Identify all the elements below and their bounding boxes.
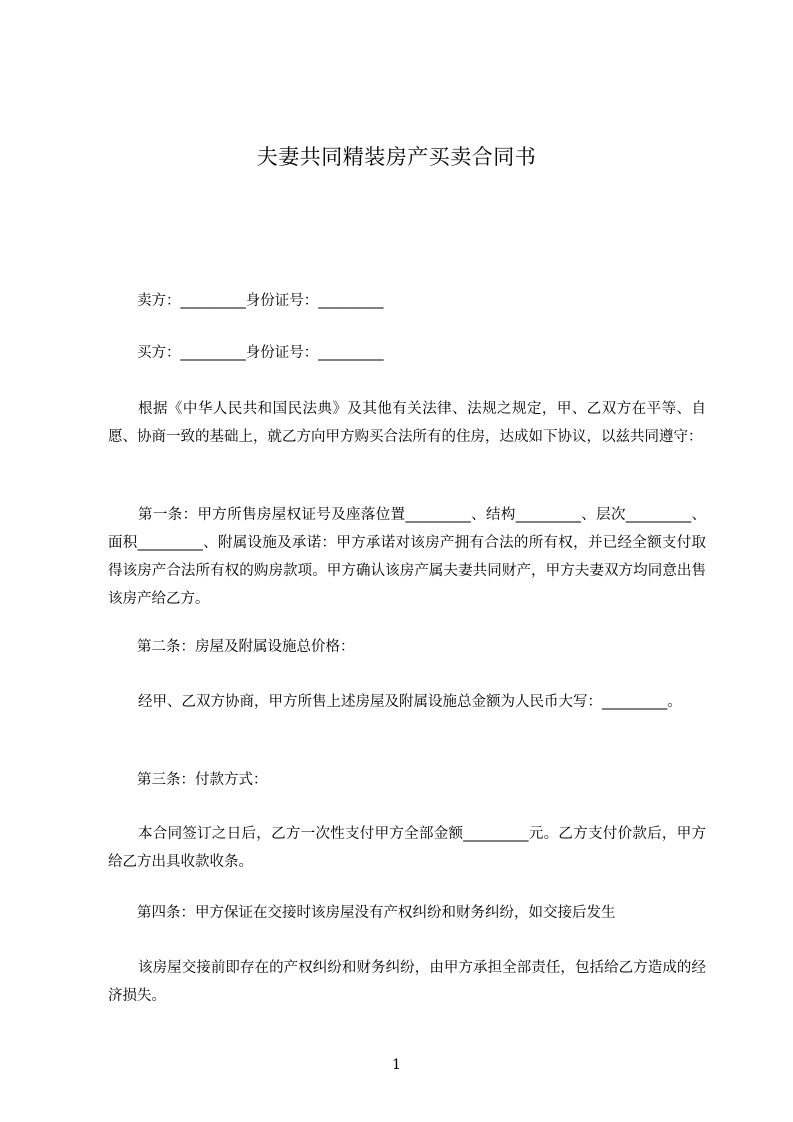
page-number: 1 xyxy=(392,1057,401,1073)
article-3-body: 本合同签订之日后，乙方一次性支付甲方全部金额_________元。乙方支付价款后，甲方给乙方出具收款收条。 xyxy=(108,826,706,870)
article-2-heading: 第二条：房屋及附属设施总价格： xyxy=(137,639,355,655)
article-4-body: 该房屋交接前即存在的产权纠纷和财务纠纷，由甲方承担全部责任，包括给乙方造成的经济损失。 xyxy=(108,960,706,1004)
buyer-line: 买方：_________身份证号：_________ xyxy=(137,345,384,361)
article-2-body: 经甲、乙双方协商，甲方所售上述房屋及附属设施总金额为人民币大写：_________。 xyxy=(138,694,682,710)
article-1-paragraph: 第一条：甲方所售房屋权证号及座落位置_________、结构_________、层次_________、面积_________、附属设施及承诺：甲方承诺对该房产拥有合法的所有权，并已经全额支付取得该房产合法所有权的购房款项。甲方确认该房产属夫妻共同财产，甲方夫妻双方均同意出售该房产给乙方。 xyxy=(108,507,706,607)
article-4-heading: 第四条：甲方保证在交接时该房屋没有产权纠纷和财务纠纷，如交接后发生 xyxy=(137,905,616,921)
preamble-paragraph: 根据《中华人民共和国民法典》及其他有关法律、法规之规定，甲、乙双方在平等、自愿、协商一致的基础上，就乙方向甲方购买合法所有的住房，达成如下协议，以兹共同遵守： xyxy=(108,401,706,445)
document-title: 夫妻共同精装房产买卖合同书 xyxy=(256,145,537,169)
seller-line: 卖方：_________身份证号：_________ xyxy=(137,293,384,309)
article-3-heading: 第三条：付款方式： xyxy=(137,772,268,788)
